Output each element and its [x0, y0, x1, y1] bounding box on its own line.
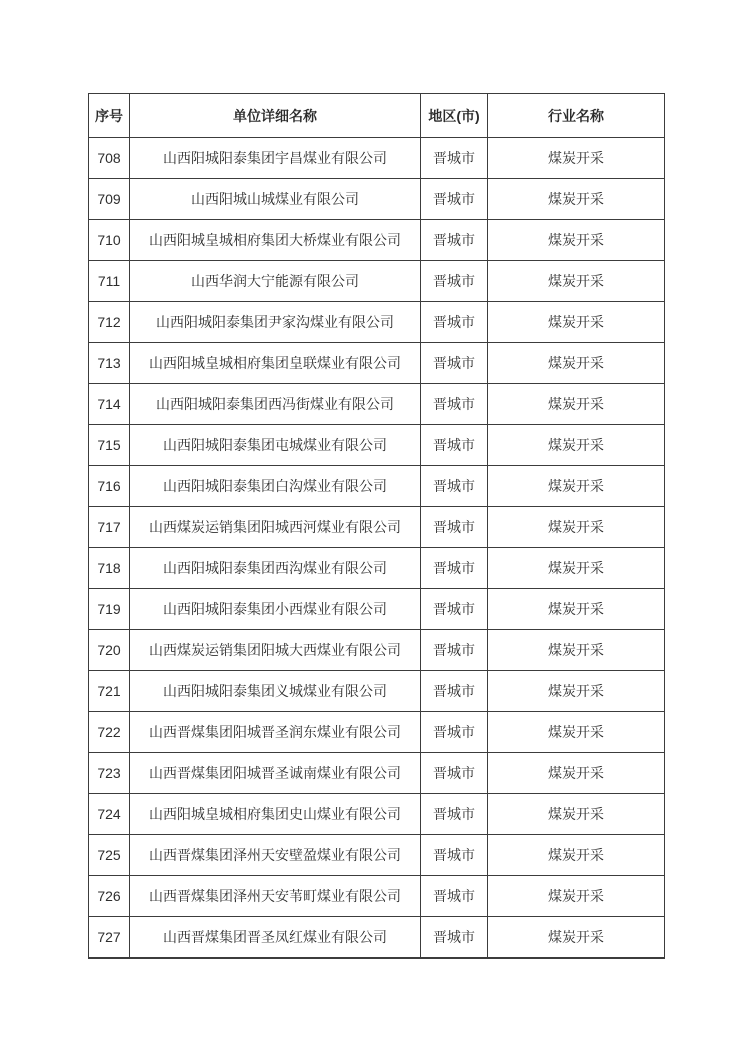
cell-industry: 煤炭开采	[488, 138, 665, 179]
cell-company-name: 山西晋煤集团泽州天安壁盈煤业有限公司	[130, 835, 421, 876]
cell-company-name: 山西阳城皇城相府集团皇联煤业有限公司	[130, 343, 421, 384]
cell-industry: 煤炭开采	[488, 671, 665, 712]
cell-serial: 727	[89, 917, 130, 959]
cell-industry: 煤炭开采	[488, 835, 665, 876]
cell-industry: 煤炭开采	[488, 302, 665, 343]
cell-region: 晋城市	[421, 548, 488, 589]
cell-serial: 718	[89, 548, 130, 589]
cell-region: 晋城市	[421, 302, 488, 343]
cell-region: 晋城市	[421, 589, 488, 630]
table-row	[89, 630, 665, 671]
cell-industry: 煤炭开采	[488, 466, 665, 507]
table-row	[89, 138, 665, 179]
cell-industry: 煤炭开采	[488, 261, 665, 302]
cell-industry: 煤炭开采	[488, 917, 665, 959]
cell-region: 晋城市	[421, 671, 488, 712]
table-row	[89, 671, 665, 712]
table-row	[89, 220, 665, 261]
cell-company-name: 山西煤炭运销集团阳城西河煤业有限公司	[130, 507, 421, 548]
cell-serial: 721	[89, 671, 130, 712]
cell-company-name: 山西晋煤集团阳城晋圣诚南煤业有限公司	[130, 753, 421, 794]
table-row	[89, 384, 665, 425]
table-row	[89, 179, 665, 220]
cell-industry: 煤炭开采	[488, 712, 665, 753]
cell-serial: 720	[89, 630, 130, 671]
table-row	[89, 753, 665, 794]
cell-serial: 715	[89, 425, 130, 466]
cell-serial: 726	[89, 876, 130, 917]
cell-company-name: 山西阳城山城煤业有限公司	[130, 179, 421, 220]
cell-industry: 煤炭开采	[488, 630, 665, 671]
cell-region: 晋城市	[421, 917, 488, 959]
table-row	[89, 343, 665, 384]
cell-industry: 煤炭开采	[488, 794, 665, 835]
cell-company-name: 山西阳城阳泰集团义城煤业有限公司	[130, 671, 421, 712]
cell-industry: 煤炭开采	[488, 384, 665, 425]
cell-region: 晋城市	[421, 425, 488, 466]
cell-company-name: 山西阳城阳泰集团屯城煤业有限公司	[130, 425, 421, 466]
header-serial: 序号	[89, 94, 130, 138]
table-row	[89, 876, 665, 917]
table-header-row	[89, 94, 665, 138]
cell-industry: 煤炭开采	[488, 548, 665, 589]
cell-region: 晋城市	[421, 630, 488, 671]
cell-company-name: 山西阳城阳泰集团白沟煤业有限公司	[130, 466, 421, 507]
cell-company-name: 山西阳城皇城相府集团史山煤业有限公司	[130, 794, 421, 835]
cell-industry: 煤炭开采	[488, 507, 665, 548]
cell-region: 晋城市	[421, 712, 488, 753]
table-row	[89, 466, 665, 507]
cell-company-name: 山西阳城皇城相府集团大桥煤业有限公司	[130, 220, 421, 261]
cell-serial: 723	[89, 753, 130, 794]
cell-company-name: 山西阳城阳泰集团尹家沟煤业有限公司	[130, 302, 421, 343]
table-row	[89, 835, 665, 876]
cell-industry: 煤炭开采	[488, 179, 665, 220]
cell-industry: 煤炭开采	[488, 425, 665, 466]
cell-region: 晋城市	[421, 794, 488, 835]
table-row	[89, 425, 665, 466]
cell-serial: 708	[89, 138, 130, 179]
cell-serial: 711	[89, 261, 130, 302]
cell-region: 晋城市	[421, 753, 488, 794]
cell-region: 晋城市	[421, 261, 488, 302]
cell-region: 晋城市	[421, 343, 488, 384]
header-company: 单位详细名称	[130, 94, 421, 138]
company-table	[88, 93, 665, 959]
table-row	[89, 712, 665, 753]
header-industry: 行业名称	[488, 94, 665, 138]
cell-serial: 725	[89, 835, 130, 876]
cell-serial: 709	[89, 179, 130, 220]
cell-company-name: 山西阳城阳泰集团西冯街煤业有限公司	[130, 384, 421, 425]
cell-industry: 煤炭开采	[488, 876, 665, 917]
cell-industry: 煤炭开采	[488, 753, 665, 794]
cell-company-name: 山西煤炭运销集团阳城大西煤业有限公司	[130, 630, 421, 671]
cell-region: 晋城市	[421, 466, 488, 507]
cell-serial: 717	[89, 507, 130, 548]
cell-company-name: 山西晋煤集团晋圣凤红煤业有限公司	[130, 917, 421, 959]
table-row	[89, 261, 665, 302]
cell-company-name: 山西晋煤集团泽州天安苇町煤业有限公司	[130, 876, 421, 917]
cell-serial: 724	[89, 794, 130, 835]
header-region: 地区(市)	[421, 94, 488, 138]
cell-serial: 712	[89, 302, 130, 343]
cell-serial: 710	[89, 220, 130, 261]
table-row	[89, 507, 665, 548]
table-row	[89, 917, 665, 959]
cell-region: 晋城市	[421, 835, 488, 876]
cell-industry: 煤炭开采	[488, 343, 665, 384]
cell-region: 晋城市	[421, 876, 488, 917]
cell-region: 晋城市	[421, 384, 488, 425]
cell-region: 晋城市	[421, 179, 488, 220]
cell-serial: 713	[89, 343, 130, 384]
cell-region: 晋城市	[421, 138, 488, 179]
cell-serial: 722	[89, 712, 130, 753]
cell-company-name: 山西阳城阳泰集团小西煤业有限公司	[130, 589, 421, 630]
cell-company-name: 山西晋煤集团阳城晋圣润东煤业有限公司	[130, 712, 421, 753]
cell-company-name: 山西阳城阳泰集团宇昌煤业有限公司	[130, 138, 421, 179]
cell-industry: 煤炭开采	[488, 589, 665, 630]
table-row	[89, 794, 665, 835]
cell-serial: 714	[89, 384, 130, 425]
cell-company-name: 山西阳城阳泰集团西沟煤业有限公司	[130, 548, 421, 589]
cell-industry: 煤炭开采	[488, 220, 665, 261]
cell-serial: 716	[89, 466, 130, 507]
table-row	[89, 589, 665, 630]
table-row	[89, 302, 665, 343]
table-row	[89, 548, 665, 589]
cell-region: 晋城市	[421, 507, 488, 548]
cell-company-name: 山西华润大宁能源有限公司	[130, 261, 421, 302]
cell-serial: 719	[89, 589, 130, 630]
cell-region: 晋城市	[421, 220, 488, 261]
